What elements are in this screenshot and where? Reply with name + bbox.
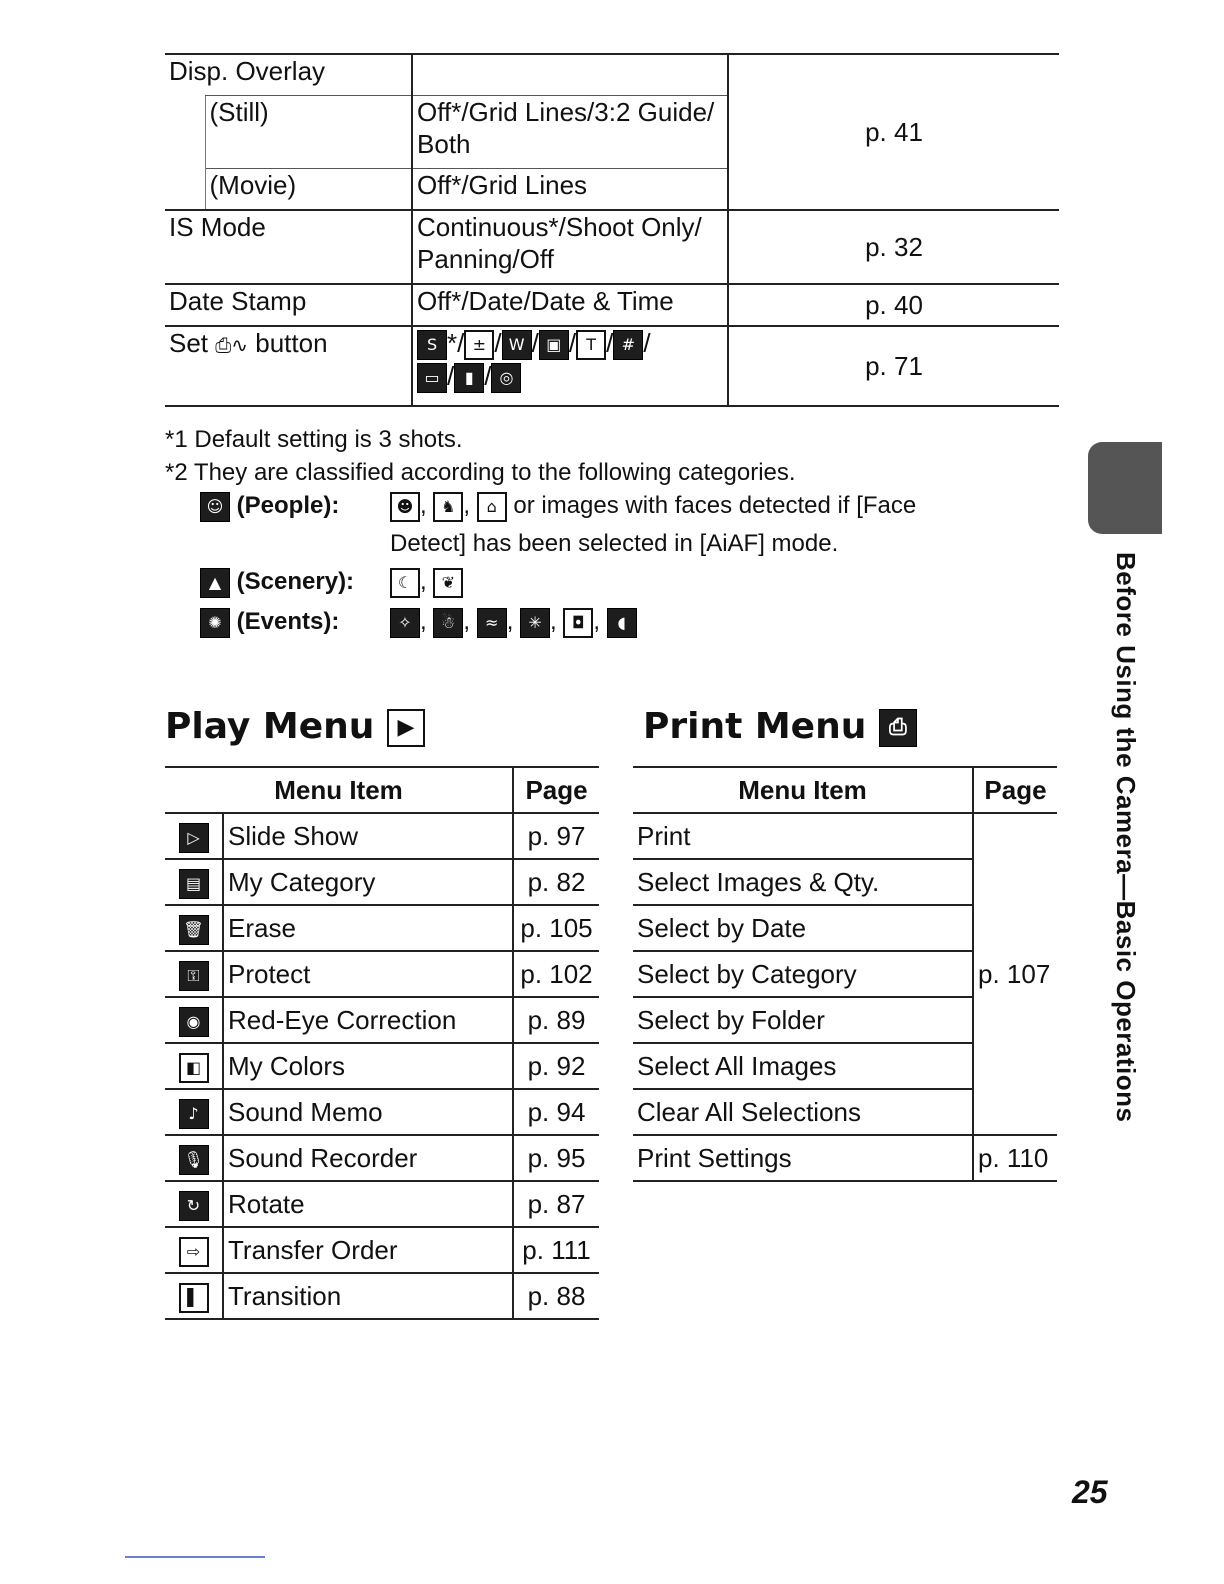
play-icon: ▶ xyxy=(387,709,425,747)
kids-pets-icon: ♞ xyxy=(433,492,463,522)
table-row: Select by Folder xyxy=(633,997,1057,1043)
af-lock-icon: ◎ xyxy=(491,363,521,393)
table-row: 🎙 Sound Recorder p. 95 xyxy=(165,1135,599,1181)
still-value: Off*/Grid Lines/3:2 Guide/ Both xyxy=(412,96,728,169)
chapter-tab xyxy=(1088,442,1162,534)
table-row: Select by Category xyxy=(633,951,1057,997)
scenery-modes: ☾ , ❦ xyxy=(390,566,463,598)
print-menu-title: Print Menu ⎙ xyxy=(643,706,917,747)
date-stamp-label: Date Stamp xyxy=(165,284,412,326)
play-menu-header xyxy=(165,767,599,813)
people-text-2: Detect] has been selected in [AiAF] mode. xyxy=(390,530,839,557)
table-row: Print p. 107 xyxy=(633,813,1057,859)
people-category-icon: ☺ xyxy=(200,492,230,522)
print-settings-page: p. 110 xyxy=(973,1135,1057,1181)
foliage-icon: ❦ xyxy=(433,568,463,598)
microphone-icon: 🎙 xyxy=(179,1145,209,1175)
table-row: Select by Date xyxy=(633,905,1057,951)
table-row: ♪ Sound Memo p. 94 xyxy=(165,1089,599,1135)
transition-icon: ▌ xyxy=(179,1283,209,1313)
scenery-category: ▲ (Scenery): xyxy=(200,566,354,598)
sound-memo-icon: ♪ xyxy=(179,1099,209,1129)
footnote-2: *2 They are classified according to the following categories. xyxy=(165,459,796,486)
play-menu-table xyxy=(165,766,599,1320)
table-row: ⇨ Transfer Order p. 111 xyxy=(165,1227,599,1273)
table-row: Select Images & Qty. xyxy=(633,859,1057,905)
table-row: ▤ My Category p. 82 xyxy=(165,859,599,905)
transfer-order-icon: ⇨ xyxy=(179,1237,209,1267)
still-label: (Still) xyxy=(205,96,412,169)
print-header-page: Page xyxy=(973,767,1057,813)
portrait-icon: ☻ xyxy=(390,492,420,522)
set-button-row xyxy=(165,326,1059,406)
is-mode-value: Continuous*/Shoot Only/ Panning/Off xyxy=(412,210,728,284)
table-row: ▷ Slide Show p. 97 xyxy=(165,813,599,859)
is-mode-page: p. 32 xyxy=(728,210,1059,284)
table-row: ◧ My Colors p. 92 xyxy=(165,1043,599,1089)
slide-show-icon: ▷ xyxy=(179,823,209,853)
print-menu-header xyxy=(633,767,1057,813)
disp-overlay-label: Disp. Overlay xyxy=(165,54,412,96)
beach-icon: ≈ xyxy=(477,608,507,638)
divider xyxy=(125,1556,265,1558)
my-colors-icon: ◧ xyxy=(179,1053,209,1083)
grid-icon: # xyxy=(613,330,643,360)
aquarium-icon: ◘ xyxy=(563,608,593,638)
print-group-page: p. 107 xyxy=(973,813,1057,1135)
table-row: ▌ Transition p. 88 xyxy=(165,1273,599,1319)
people-modes: ☻ , ♞ , ⌂ or images with faces detected if [Face xyxy=(390,490,916,522)
events-category-icon: ✺ xyxy=(200,608,230,638)
movie-label: (Movie) xyxy=(205,169,412,211)
erase-icon: 🗑 xyxy=(179,915,209,945)
print-share-icon: ⎙∿ xyxy=(215,335,249,357)
table-row: Select All Images xyxy=(633,1043,1057,1089)
play-header-item: Menu Item xyxy=(165,767,513,813)
table-row: ◉ Red-Eye Correction p. 89 xyxy=(165,997,599,1043)
movie-value: Off*/Grid Lines xyxy=(412,169,728,211)
table-row: Clear All Selections xyxy=(633,1089,1057,1135)
fireworks-icon: ✳ xyxy=(520,608,550,638)
movie-icon: ▮ xyxy=(454,363,484,393)
chapter-title: Before Using the Camera—Basic Operations xyxy=(1111,552,1141,1123)
timer-icon: T xyxy=(576,330,606,360)
print-menu-table xyxy=(633,766,1057,1182)
settings-table xyxy=(165,53,1059,407)
red-eye-icon: ◉ xyxy=(179,1007,209,1037)
table-row: ↻ Rotate p. 87 xyxy=(165,1181,599,1227)
scene-mode-icon: S xyxy=(417,330,447,360)
snow-icon: ☃ xyxy=(433,608,463,638)
exposure-comp-icon: ± xyxy=(464,330,494,360)
custom-wb-icon: ▣ xyxy=(539,330,569,360)
scenery-category-icon: ▲ xyxy=(200,568,230,598)
set-button-value: S */ ± / W / ▣ / T / # / ▭ / ▮ / ◎ xyxy=(412,326,728,406)
party-icon: ✧ xyxy=(390,608,420,638)
is-mode-label: IS Mode xyxy=(165,210,412,284)
date-stamp-value: Off*/Date/Date & Time xyxy=(412,284,728,326)
indoor-icon: ⌂ xyxy=(477,492,507,522)
print-header-item: Menu Item xyxy=(633,767,973,813)
table-row: Print Settings p. 110 xyxy=(633,1135,1057,1181)
set-button-page: p. 71 xyxy=(728,326,1059,406)
display-overlay-icon: ▭ xyxy=(417,363,447,393)
print-icon: ⎙ xyxy=(879,709,917,747)
page-number: 25 xyxy=(1072,1474,1108,1510)
my-category-icon: ▤ xyxy=(179,869,209,899)
table-row: 🗑 Erase p. 105 xyxy=(165,905,599,951)
play-menu-title: Play Menu ▶ xyxy=(165,706,425,747)
table-row: ⚿ Protect p. 102 xyxy=(165,951,599,997)
date-stamp-row xyxy=(165,284,1059,326)
underwater-icon: ◖ xyxy=(607,608,637,638)
play-header-page: Page xyxy=(513,767,599,813)
disp-overlay-row xyxy=(165,54,1059,96)
events-modes: ✧ , ☃ , ≈ , ✳ , ◘ , ◖ xyxy=(390,606,637,638)
events-category: ✺ (Events): xyxy=(200,606,339,638)
night-scene-icon: ☾ xyxy=(390,568,420,598)
footnote-1: *1 Default setting is 3 shots. xyxy=(165,426,463,453)
set-button-label: Set ⎙∿ button xyxy=(165,326,412,406)
disp-overlay-page: p. 41 xyxy=(728,54,1059,210)
people-category: ☺ (People): xyxy=(200,490,339,522)
white-balance-icon: W xyxy=(502,330,532,360)
date-stamp-page: p. 40 xyxy=(728,284,1059,326)
is-mode-row xyxy=(165,210,1059,284)
protect-key-icon: ⚿ xyxy=(179,961,209,991)
rotate-icon: ↻ xyxy=(179,1191,209,1221)
